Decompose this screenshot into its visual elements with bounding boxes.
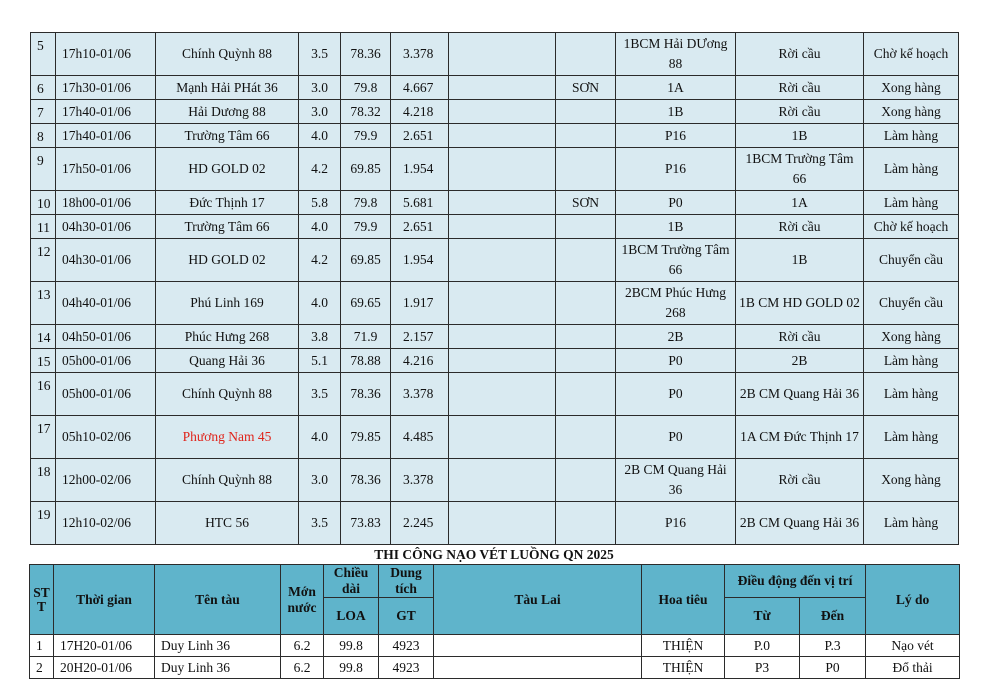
draft-cell: 3.0 [299, 100, 341, 124]
row-number: 15 [31, 349, 56, 373]
table-row [31, 459, 959, 502]
ship-name-cell: HD GOLD 02 [156, 148, 299, 191]
header-pilot: Hoa tiêu [642, 565, 725, 635]
row-number: 5 [31, 33, 56, 76]
status-cell: Xong hàng [864, 100, 959, 124]
to-cell: Rời cầu [736, 325, 864, 349]
reason-cell: Nạo vét [866, 635, 960, 657]
header-to: Đến [800, 598, 866, 635]
time-cell: 04h40-01/06 [56, 282, 156, 325]
draft-cell: 6.2 [281, 657, 324, 679]
table-row [31, 416, 959, 459]
time-cell: 12h10-02/06 [56, 502, 156, 545]
ship-name-cell: Phúc Hưng 268 [156, 325, 299, 349]
from-cell: P16 [616, 502, 736, 545]
table-row [31, 76, 959, 100]
draft-cell: 5.1 [299, 349, 341, 373]
draft-cell: 4.2 [299, 239, 341, 282]
table-row [31, 191, 959, 215]
from-cell: P0 [616, 416, 736, 459]
row-number: 18 [31, 459, 56, 502]
tug-cell [434, 635, 642, 657]
loa-cell: 79.9 [341, 124, 391, 148]
pilot-cell [556, 349, 616, 373]
gt-cell: 4.667 [391, 76, 449, 100]
from-cell: 2BCM Phúc Hưng 268 [616, 282, 736, 325]
header-tug: Tàu Lai [434, 565, 642, 635]
header-reason: Lý do [866, 565, 960, 635]
loa-cell: 78.36 [341, 459, 391, 502]
tug-cell [449, 239, 556, 282]
table-row [31, 349, 959, 373]
pilot-cell [556, 33, 616, 76]
pilot-cell [556, 215, 616, 239]
gt-cell: 3.378 [391, 459, 449, 502]
header-draft: Mớn nước [281, 565, 324, 635]
row-number: 19 [31, 502, 56, 545]
table-row [30, 635, 960, 657]
loa-cell: 79.8 [341, 191, 391, 215]
status-cell: Làm hàng [864, 148, 959, 191]
ship-name-cell: HTC 56 [156, 502, 299, 545]
gt-cell: 4923 [379, 635, 434, 657]
table-row [30, 657, 960, 679]
ship-schedule-body [31, 33, 959, 545]
gt-cell: 1.954 [391, 239, 449, 282]
to-cell: P0 [800, 657, 866, 679]
header-tonnage: Dung tích [379, 565, 434, 598]
to-cell: Rời cầu [736, 33, 864, 76]
to-cell: 1A CM Đức Thịnh 17 [736, 416, 864, 459]
to-cell: 2B CM Quang Hải 36 [736, 502, 864, 545]
dredging-body [30, 635, 960, 679]
to-cell: 1B [736, 239, 864, 282]
row-number: 14 [31, 325, 56, 349]
to-cell: P.3 [800, 635, 866, 657]
gt-cell: 2.245 [391, 502, 449, 545]
ship-name-cell: Duy Linh 36 [155, 635, 281, 657]
loa-cell: 78.88 [341, 349, 391, 373]
table-row [31, 124, 959, 148]
loa-cell: 78.36 [341, 373, 391, 416]
ship-name-cell: Chính Quỳnh 88 [156, 459, 299, 502]
row-number: 7 [31, 100, 56, 124]
time-cell: 05h00-01/06 [56, 373, 156, 416]
ship-name-cell: Đức Thịnh 17 [156, 191, 299, 215]
gt-cell: 3.378 [391, 373, 449, 416]
reason-cell: Đổ thải [866, 657, 960, 679]
draft-cell: 6.2 [281, 635, 324, 657]
header-from: Từ [725, 598, 800, 635]
pilot-cell [556, 416, 616, 459]
status-cell: Chuyển cầu [864, 282, 959, 325]
pilot-cell [556, 502, 616, 545]
time-cell: 17h10-01/06 [56, 33, 156, 76]
table-row [31, 33, 959, 76]
from-cell: 1B [616, 215, 736, 239]
header-loa: LOA [324, 598, 379, 635]
ship-name-cell: Chính Quỳnh 88 [156, 33, 299, 76]
gt-cell: 4.218 [391, 100, 449, 124]
tug-cell [449, 33, 556, 76]
time-cell: 04h30-01/06 [56, 215, 156, 239]
loa-cell: 79.8 [341, 76, 391, 100]
to-cell: Rời cầu [736, 76, 864, 100]
time-cell: 17H20-01/06 [54, 635, 155, 657]
draft-cell: 3.5 [299, 33, 341, 76]
to-cell: 1B [736, 124, 864, 148]
row-number: 10 [31, 191, 56, 215]
gt-cell: 4.216 [391, 349, 449, 373]
draft-cell: 4.2 [299, 148, 341, 191]
from-cell: P.0 [725, 635, 800, 657]
tug-cell [449, 76, 556, 100]
tug-cell [449, 148, 556, 191]
to-cell: 1B CM HD GOLD 02 [736, 282, 864, 325]
pilot-cell: SƠN [556, 76, 616, 100]
from-cell: P16 [616, 124, 736, 148]
table-row [31, 100, 959, 124]
from-cell: 1BCM Hải DƯơng 88 [616, 33, 736, 76]
to-cell: Rời cầu [736, 100, 864, 124]
header-ship: Tên tàu [155, 565, 281, 635]
gt-cell: 2.157 [391, 325, 449, 349]
tug-cell [449, 282, 556, 325]
row-number: 16 [31, 373, 56, 416]
ship-name-cell: Chính Quỳnh 88 [156, 373, 299, 416]
status-cell: Chờ kế hoạch [864, 33, 959, 76]
ship-name-cell: Quang Hải 36 [156, 349, 299, 373]
status-cell: Xong hàng [864, 76, 959, 100]
time-cell: 17h40-01/06 [56, 124, 156, 148]
ship-name-cell: Hải Dương 88 [156, 100, 299, 124]
tug-cell [449, 416, 556, 459]
tug-cell [449, 100, 556, 124]
status-cell: Xong hàng [864, 459, 959, 502]
ship-name-cell: Phú Linh 169 [156, 282, 299, 325]
row-number: 17 [31, 416, 56, 459]
loa-cell: 79.9 [341, 215, 391, 239]
dredging-title: THI CÔNG NẠO VÉT LUỒNG QN 2025 [374, 547, 614, 562]
pilot-cell [556, 100, 616, 124]
loa-cell: 73.83 [341, 502, 391, 545]
tug-cell [449, 124, 556, 148]
header-gt: GT [379, 598, 434, 635]
to-cell: 2B CM Quang Hải 36 [736, 373, 864, 416]
draft-cell: 4.0 [299, 124, 341, 148]
row-number: 11 [31, 215, 56, 239]
gt-cell: 4.485 [391, 416, 449, 459]
loa-cell: 99.8 [324, 635, 379, 657]
from-cell: P16 [616, 148, 736, 191]
loa-cell: 71.9 [341, 325, 391, 349]
pilot-cell: SƠN [556, 191, 616, 215]
row-number: 12 [31, 239, 56, 282]
draft-cell: 4.0 [299, 215, 341, 239]
table-row [31, 239, 959, 282]
gt-cell: 1.954 [391, 148, 449, 191]
time-cell: 04h30-01/06 [56, 239, 156, 282]
pilot-cell [556, 325, 616, 349]
ship-schedule-table [30, 32, 959, 545]
time-cell: 05h10-02/06 [56, 416, 156, 459]
time-cell: 12h00-02/06 [56, 459, 156, 502]
ship-name-cell: Duy Linh 36 [155, 657, 281, 679]
time-cell: 17h40-01/06 [56, 100, 156, 124]
draft-cell: 5.8 [299, 191, 341, 215]
row-number: 2 [30, 657, 54, 679]
draft-cell: 4.0 [299, 282, 341, 325]
from-cell: 1B [616, 100, 736, 124]
draft-cell: 3.5 [299, 373, 341, 416]
to-cell: 2B [736, 349, 864, 373]
to-cell: 1A [736, 191, 864, 215]
pilot-cell [556, 239, 616, 282]
ship-name-cell: Phương Nam 45 [156, 416, 299, 459]
pilot-cell [556, 282, 616, 325]
gt-cell: 5.681 [391, 191, 449, 215]
time-cell: 04h50-01/06 [56, 325, 156, 349]
from-cell: 2B CM Quang Hải 36 [616, 459, 736, 502]
row-number: 1 [30, 635, 54, 657]
gt-cell: 1.917 [391, 282, 449, 325]
pilot-cell [556, 148, 616, 191]
table-row [31, 215, 959, 239]
from-cell: 1BCM Trường Tâm 66 [616, 239, 736, 282]
row-number: 6 [31, 76, 56, 100]
time-cell: 05h00-01/06 [56, 349, 156, 373]
from-cell: 1A [616, 76, 736, 100]
loa-cell: 99.8 [324, 657, 379, 679]
draft-cell: 3.5 [299, 502, 341, 545]
pilot-cell [556, 124, 616, 148]
time-cell: 17h30-01/06 [56, 76, 156, 100]
ship-name-cell: HD GOLD 02 [156, 239, 299, 282]
tug-cell [449, 502, 556, 545]
table-row [31, 373, 959, 416]
row-number: 13 [31, 282, 56, 325]
gt-cell: 4923 [379, 657, 434, 679]
time-cell: 17h50-01/06 [56, 148, 156, 191]
loa-cell: 69.85 [341, 239, 391, 282]
from-cell: P0 [616, 191, 736, 215]
to-cell: 1BCM Trường Tâm 66 [736, 148, 864, 191]
from-cell: P0 [616, 349, 736, 373]
time-cell: 20H20-01/06 [54, 657, 155, 679]
tug-cell [449, 373, 556, 416]
draft-cell: 4.0 [299, 416, 341, 459]
loa-cell: 69.65 [341, 282, 391, 325]
gt-cell: 2.651 [391, 215, 449, 239]
header-move: Điều động đến vị trí [725, 565, 866, 598]
loa-cell: 78.32 [341, 100, 391, 124]
dredging-table [29, 564, 960, 679]
to-cell: Rời cầu [736, 459, 864, 502]
pilot-cell [556, 373, 616, 416]
status-cell: Xong hàng [864, 325, 959, 349]
pilot-cell [556, 459, 616, 502]
tug-cell [449, 325, 556, 349]
header-stt: STT [30, 565, 54, 635]
draft-cell: 3.8 [299, 325, 341, 349]
gt-cell: 3.378 [391, 33, 449, 76]
loa-cell: 79.85 [341, 416, 391, 459]
status-cell: Chuyển cầu [864, 239, 959, 282]
to-cell: Rời cầu [736, 215, 864, 239]
pilot-cell: THIỆN [642, 635, 725, 657]
draft-cell: 3.0 [299, 76, 341, 100]
header-time: Thời gian [54, 565, 155, 635]
tug-cell [449, 215, 556, 239]
row-number: 9 [31, 148, 56, 191]
gt-cell: 2.651 [391, 124, 449, 148]
table-row [31, 282, 959, 325]
ship-name-cell: Mạnh Hải PHát 36 [156, 76, 299, 100]
pilot-cell: THIỆN [642, 657, 725, 679]
tug-cell [449, 191, 556, 215]
table-row [31, 502, 959, 545]
row-number: 8 [31, 124, 56, 148]
status-cell: Làm hàng [864, 502, 959, 545]
tug-cell [449, 349, 556, 373]
status-cell: Làm hàng [864, 373, 959, 416]
loa-cell: 69.85 [341, 148, 391, 191]
ship-name-cell: Trường Tâm 66 [156, 215, 299, 239]
tug-cell [434, 657, 642, 679]
time-cell: 18h00-01/06 [56, 191, 156, 215]
from-cell: P0 [616, 373, 736, 416]
ship-name-cell: Trường Tâm 66 [156, 124, 299, 148]
tug-cell [449, 459, 556, 502]
header-length: Chiều dài [324, 565, 379, 598]
draft-cell: 3.0 [299, 459, 341, 502]
from-cell: P3 [725, 657, 800, 679]
status-cell: Làm hàng [864, 416, 959, 459]
status-cell: Chờ kế hoạch [864, 215, 959, 239]
status-cell: Làm hàng [864, 349, 959, 373]
table-row [31, 325, 959, 349]
from-cell: 2B [616, 325, 736, 349]
status-cell: Làm hàng [864, 191, 959, 215]
status-cell: Làm hàng [864, 124, 959, 148]
table-row [31, 148, 959, 191]
loa-cell: 78.36 [341, 33, 391, 76]
